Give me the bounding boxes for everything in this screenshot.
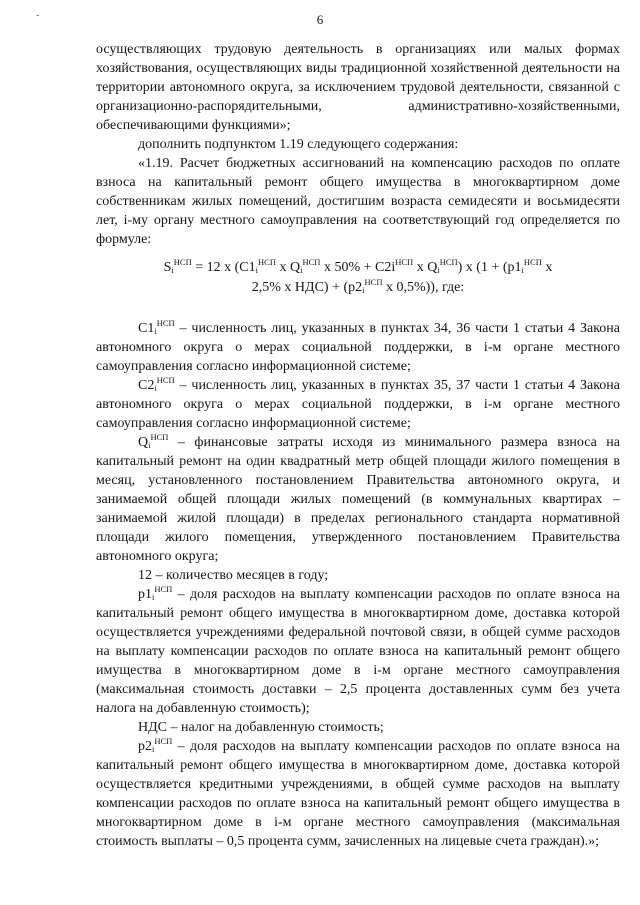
definition-nds: НДС – налог на добавленную стоимость; [138, 720, 384, 735]
paragraph-continuation: осуществляющих трудовую деятельность в организациях или малых формах хозяйствования, осуществляющих виды традиционной хозяйственной деятельности на территории автономного округа, за исключением трудовой деятельности, связанной с организационно-распорядительными, административно-хозяйственными, обеспечивающими функциями»; [96, 42, 620, 133]
page-number: 6 [316, 12, 324, 27]
definition-q: $Q_i^{НСП}$ – финансовые затраты исходя из минимального размера взноса на капитальный ремонт на один квадратный метр общей площади жилого помещения в месяц, установленного постановлением Правительства автономного округа, и занимаемой общей площади жилых помещений (в коммунальных квартирах – занимаемой жилой площади) в пределах регионального стандарта нормативной площади жилого помещения, утвержденного постановлением Правительства автономного округа; [96, 432, 620, 564]
paragraph-1-19: «1.19. Расчет бюджетных ассигнований на компенсацию расходов по оплате взноса на капитальный ремонт общего имущества в многоквартирном доме собственникам жилых помещений, достигшим возраста семидесяти и восьмидесяти лет, i-му органу местного самоуправления на соответствующий год определяется по формуле: [96, 156, 620, 247]
paragraph-amendment-intro: дополнить подпунктом 1.19 следующего содержания: [138, 137, 459, 152]
definition-p2: $p2_i^{НСП}$ – доля расходов на выплату компенсации расходов по оплате взноса на капитальный ремонт общего имущества в многоквартирном доме, доставка которой осуществляется кредитными учреждениями, в общей сумме расходов на выплату компенсации расходов по оплате взноса на капитальный ремонт общего имущества в многоквартирном доме в i-м органе местного самоуправления (максимальная стоимость выплаты – 0,5 процента сумм, зачисленных на лицевые счета граждан).»; [96, 736, 620, 849]
definition-months: 12 – количество месяцев в году; [138, 568, 329, 583]
definition-c2: $C2_i^{НСП}$ – численность лиц, указанных в пунктах 35, 37 части 1 статьи 4 Закона автономного округа о мерах социальной поддержки, в i-м органе местного самоуправления согласно информационной системе; [96, 375, 620, 431]
document-body [96, 40, 620, 851]
definition-c1: $C1_i^{НСП}$ – численность лиц, указанных в пунктах 34, 36 части 1 статьи 4 Закона автономного округа о мерах социальной поддержки, в i-м органе местного самоуправления согласно информационной системе; [96, 318, 620, 374]
formula-line-2: 2,5% x $НДС) + (p2_i^{НСП}$ x 0,5%)), где: [251, 277, 465, 295]
formula-line-1: $S_i^{НСП} = 12$ x ($C1_i^{НСП}$ x $Q_i^{НСП}$ x $50\% + C2i^{НСП}$ x $Q_i^{НСП}$) x ($1 + (p1_i^{НСП}$ x [163, 257, 553, 275]
definition-p1: $p1_i^{НСП}$ – доля расходов на выплату компенсации расходов по оплате взноса на капитальный ремонт общего имущества в многоквартирном доме, доставка которой осуществляется учреждениями федеральной почтовой связи, в общей сумме расходов на выплату компенсации расходов по оплате взноса на капитальный ремонт общего имущества в многоквартирном доме в i-м органе местного самоуправления (максимальная стоимость доставки – 2,5 процента доставленных сумм без учета налога на добавленную стоимость); [96, 584, 620, 716]
corner-mark: - [36, 10, 40, 21]
formula [96, 258, 620, 298]
